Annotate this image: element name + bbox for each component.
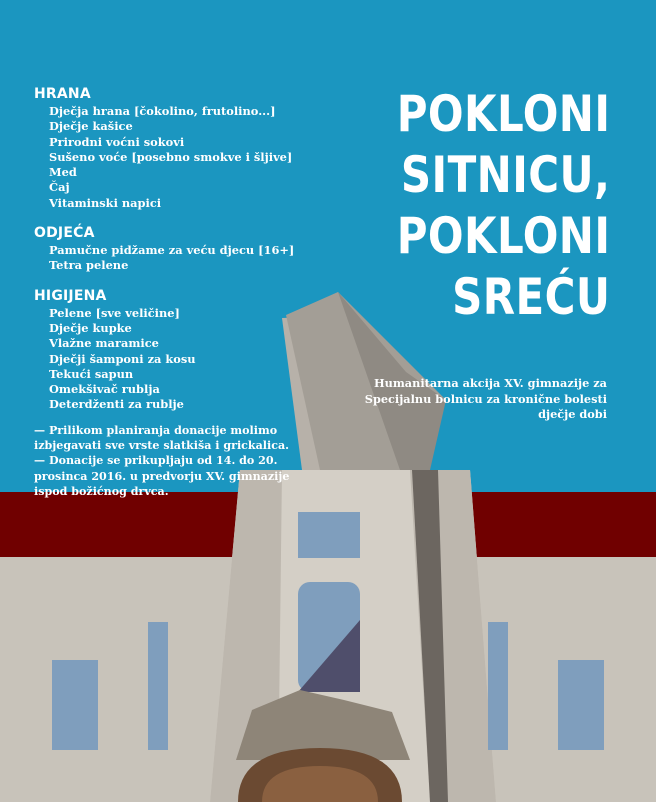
list-item: Pelene [sve veličine] [49,305,180,320]
list-item: Pamučne pidžame za veću djecu [16+] [49,243,295,258]
item-list [34,306,334,413]
list-item: Dječje kašice [49,119,133,134]
section-higijena [34,288,334,413]
note-line: prosinca 2016. u predvorju XV. gimnazije [34,469,290,483]
list-item: Deterdženti za rublje [49,397,184,412]
section-hrana [34,86,334,211]
subtitle-line: Specijalnu bolnicu za kronične bolesti [364,391,607,406]
list-item: Dječje kupke [49,320,132,335]
section-heading: ODJEĆA [34,225,95,242]
donation-lists [34,86,334,427]
poster-subtitle [347,376,607,423]
title-line: SREĆU [451,268,610,326]
title-line: SITNICU, [400,146,610,204]
list-item: Sušeno voće [posebno smokve i šljive] [49,149,293,164]
list-item: Čaj [49,180,70,195]
section-heading: HIGIJENA [34,287,107,304]
list-item: Dječja hrana [čokolino, frutolino...] [49,104,276,118]
poster-title [356,84,610,328]
list-item: Vlažne maramice [49,336,159,351]
side-window-right-2 [558,660,604,750]
list-item: Med [49,165,77,180]
note-line: — Prilikom planiranja donacije molimo [34,424,278,437]
list-item: Prirodni voćni sokovi [49,134,185,149]
section-odjeca [34,225,334,274]
side-window-left [52,660,98,750]
list-item: Vitaminski napici [49,195,162,210]
donation-notes [34,423,314,499]
list-item: Tetra pelene [49,258,129,273]
section-heading: HRANA [34,86,91,102]
subtitle-line: dječje dobi [538,407,607,421]
list-item: Dječji šamponi za kosu [49,351,196,366]
list-item: Omekšivač rublja [49,382,160,397]
side-window-left-2 [148,622,168,750]
note-line: ispod božićnog drvca. [34,484,169,498]
upper-window [298,512,360,558]
list-item: Tekući sapun [49,366,134,381]
item-list [34,104,334,211]
note-line: izbjegavati sve vrste slatkiša i grickalica. [34,439,290,453]
side-window-right [488,622,508,750]
title-line: POKLONI [396,85,610,143]
subtitle-line: Humanitarna akcija XV. gimnazije za [373,376,607,390]
item-list [34,243,334,274]
title-line: POKLONI [396,207,610,265]
note-line: — Donacije se prikupljaju od 14. do 20. [34,454,278,468]
